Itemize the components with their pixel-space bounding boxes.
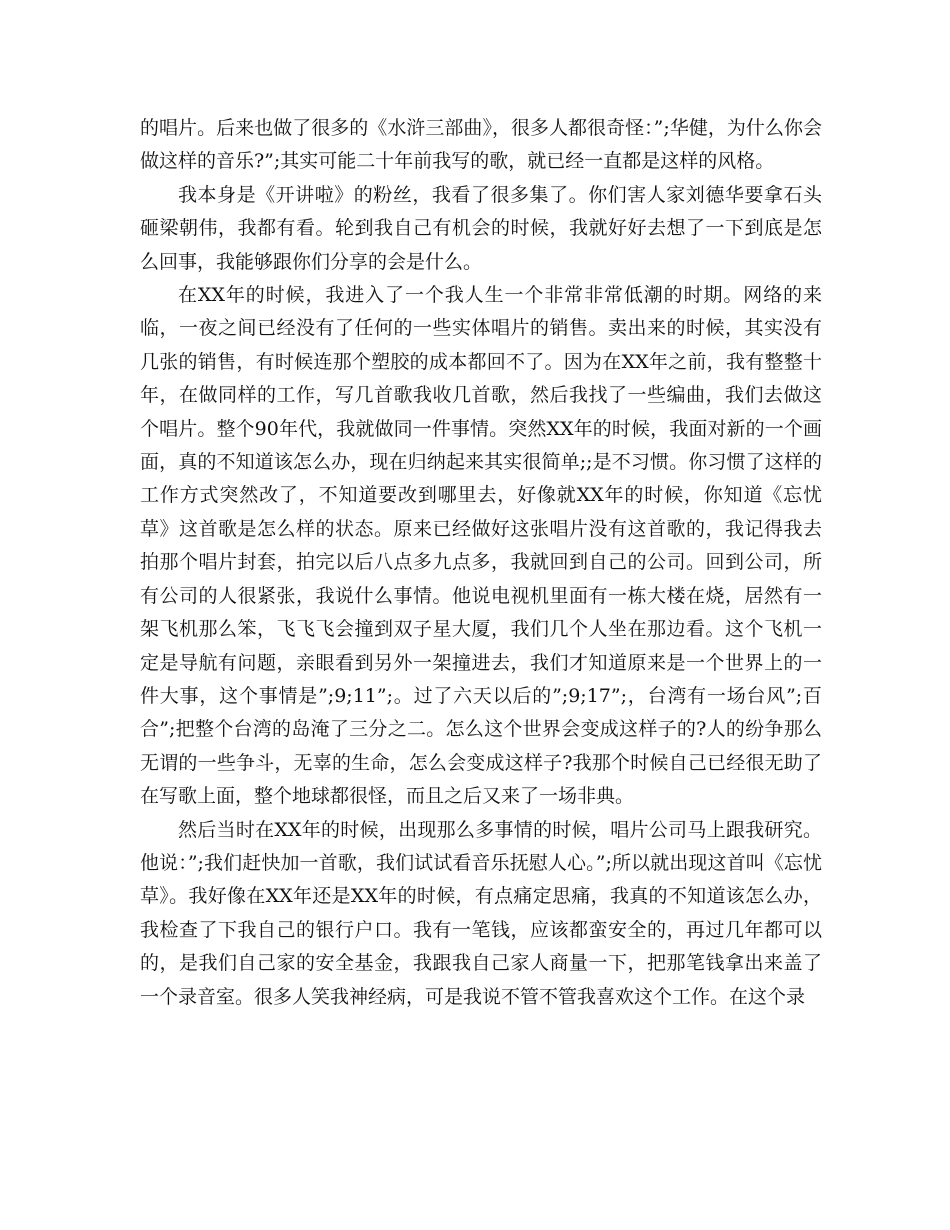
paragraph-1: 的唱片。后来也做了很多的《水浒三部曲》，很多人都很奇怪：”;华健，为什么你会做这样的音乐?”;其实可能二十年前我写的歌，就已经一直都是这样的风格。 bbox=[140, 117, 822, 173]
body-text bbox=[140, 112, 822, 1014]
paragraph-4: 然后当时在XX年的时候，出现那么多事情的时候，唱片公司马上跟我研究。他说：”;我们赶快加一首歌，我们试试看音乐抚慰人心。”;所以就出现这首叫《忘忧草》。我好像在XX年还是XX年的时候，有点痛定思痛，我真的不知道该怎么办，我检查了下我自己的银行户口。我有一笔钱，应该都蛮安全的，再过几年都可以的，是我们自己家的安全基金，我跟我自己家人商量一下，把那笔钱拿出来盖了一个录音室。很多人笑我神经病，可是我说不管不管我喜欢这个工作。在这个录 bbox=[140, 818, 822, 1008]
paragraph-2: 我本身是《开讲啦》的粉丝，我看了很多集了。你们害人家刘德华要拿石头砸梁朝伟，我都有看。轮到我自己有机会的时候，我就好好去想了一下到底是怎么回事，我能够跟你们分享的会是什么。 bbox=[140, 183, 822, 273]
paragraph-3: 在XX年的时候，我进入了一个我人生一个非常非常低潮的时期。网络的来临，一夜之间已经没有了任何的一些实体唱片的销售。卖出来的时候，其实没有几张的销售，有时候连那个塑胶的成本都回不了。因为在XX年之前，我有整整十年，在做同样的工作，写几首歌我收几首歌，然后我找了一些编曲，我们去做这个唱片。整个90年代，我就做同一件事情。突然XX年的时候，我面对新的一个画面，真的不知道该怎么办，现在归纳起来其实很简单;;是不习惯。你习惯了这样的工作方式突然改了，不知道要改到哪里去，好像就XX年的时候，你知道《忘忧草》这首歌是怎么样的状态。原来已经做好这张唱片没有这首歌的，我记得我去拍那个唱片封套，拍完以后八点多九点多，我就回到自己的公司。回到公司，所有公司的人很紧张，我说什么事情。他说电视机里面有一栋大楼在烧，居然有一架飞机那么笨，飞飞飞会撞到双子星大厦，我们几个人坐在那边看。这个飞机一定是导航有问题，亲眼看到另外一架撞进去，我们才知道原来是一个世界上的一件大事，这个事情是”;9;11”;。过了六天以后的”;9;17”;，台湾有一场台风”;百合”;把整个台湾的岛淹了三分之二。怎么这个世界会变成这样子的?人的纷争那么无谓的一些争斗，无辜的生命，怎么会变成这样子?我那个时候自己已经很无助了在写歌上面，整个地球都很怪，而且之后又来了一场非典。 bbox=[140, 284, 822, 808]
